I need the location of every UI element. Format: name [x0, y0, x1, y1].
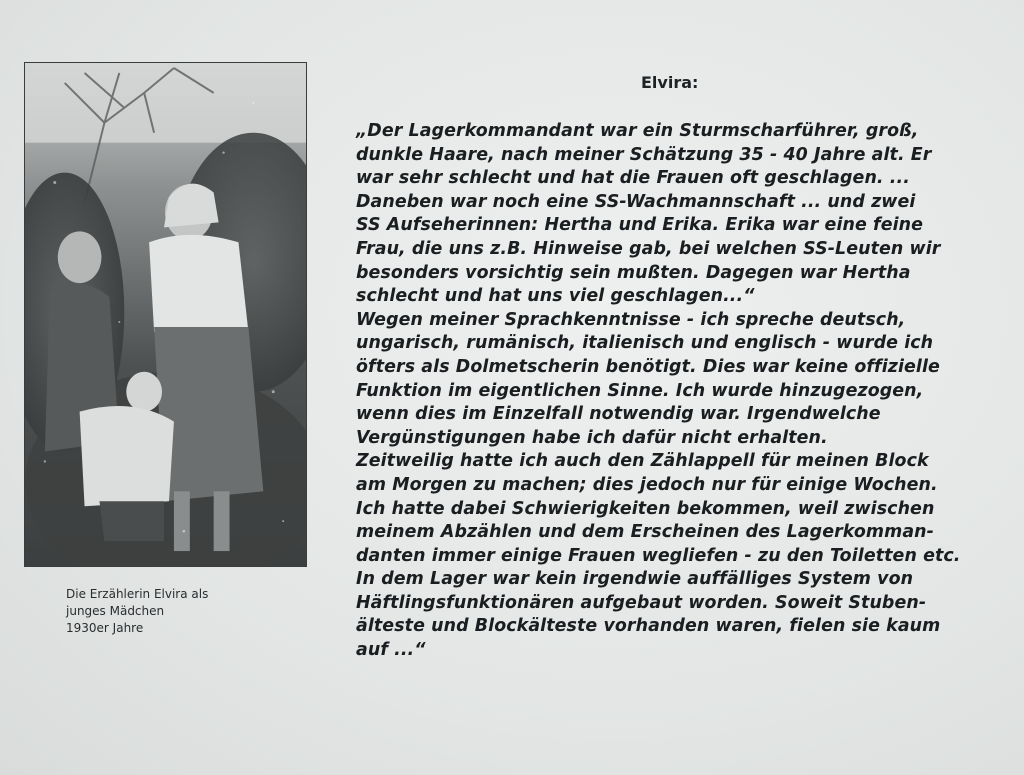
text-line: besonders vorsichtig sein mußten. Dagegen war Hertha: [356, 262, 911, 283]
text-line: In dem Lager war kein irgendwie auffälliges System von: [356, 569, 914, 590]
text-line: schlecht und hat uns viel geschlagen...“: [356, 286, 755, 307]
page-title: Elvira:: [641, 73, 699, 92]
text-line: öfters als Dolmetscherin benötigt. Dies war keine offizielle: [356, 356, 940, 377]
historical-photo: [24, 62, 307, 567]
text-line: älteste und Blockälteste vorhanden waren, fielen sie kaum: [356, 616, 941, 637]
text-line: war sehr schlecht und hat die Frauen oft geschlagen. ...: [356, 168, 910, 189]
text-line: danten immer einige Frauen wegliefen - zu den Toiletten etc.: [356, 545, 961, 566]
text-line: Daneben war noch eine SS-Wachmannschaft ... und zwei: [356, 191, 916, 212]
text-line: Vergünstigungen habe ich dafür nicht erhalten.: [356, 427, 828, 448]
text-line: am Morgen zu machen; dies jedoch nur für einige Wochen.: [356, 474, 938, 495]
caption-line: 1930er Jahre: [66, 621, 144, 635]
text-line: Wegen meiner Sprachkenntnisse - ich spreche deutsch,: [356, 309, 906, 330]
testimony-text: [356, 120, 986, 663]
text-line: wenn dies im Einzelfall notwendig war. Irgendwelche: [356, 404, 881, 425]
caption-line: junges Mädchen: [66, 604, 165, 618]
text-line: dunkle Haare, nach meiner Schätzung 35 - 40 Jahre alt. Er: [356, 144, 932, 165]
photo-image: [25, 63, 306, 566]
caption-line: Die Erzählerin Elvira als: [66, 587, 209, 601]
text-line: meinem Abzählen und dem Erscheinen des Lagerkomman-: [356, 522, 934, 543]
text-line: ungarisch, rumänisch, italienisch und englisch - wurde ich: [356, 333, 934, 354]
text-line: Funktion im eigentlichen Sinne. Ich wurde hinzugezogen,: [356, 380, 924, 401]
text-line: auf ...“: [356, 640, 426, 661]
text-line: Zeitweilig hatte ich auch den Zählappell für meinen Block: [356, 451, 929, 472]
photo-caption: [66, 586, 266, 637]
text-line: Ich hatte dabei Schwierigkeiten bekommen, weil zwischen: [356, 498, 935, 519]
text-line: Häftlingsfunktionären aufgebaut worden. Soweit Stuben-: [356, 592, 927, 613]
text-line: SS Aufseherinnen: Hertha und Erika. Erika war eine feine: [356, 215, 924, 236]
text-line: Frau, die uns z.B. Hinweise gab, bei welchen SS-Leuten wir: [356, 238, 941, 259]
text-line: „Der Lagerkommandant war ein Sturmscharführer, groß,: [356, 121, 919, 141]
